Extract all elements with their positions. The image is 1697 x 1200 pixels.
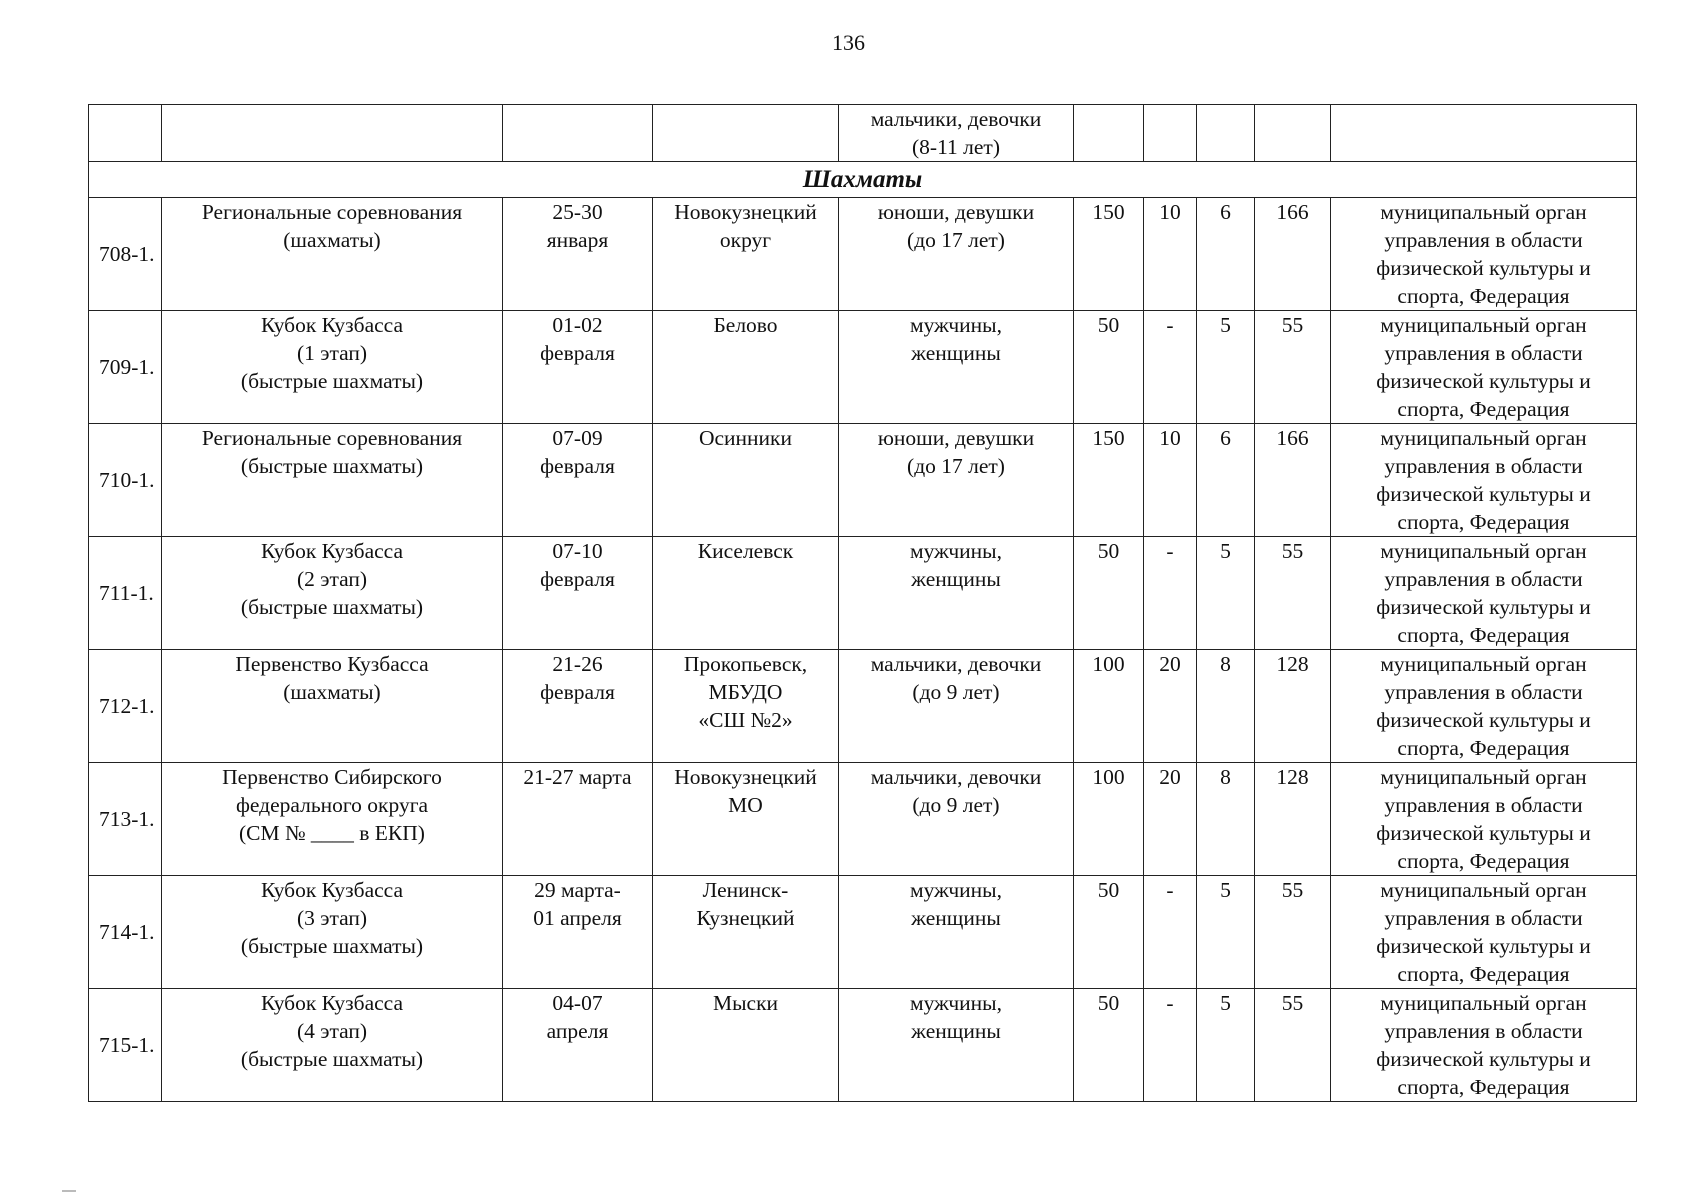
cell-participants: мужчины, женщины bbox=[839, 876, 1074, 989]
cell-trainers bbox=[1144, 105, 1197, 162]
table-row bbox=[89, 876, 1637, 989]
cell-dates: 29 марта- 01 апреля bbox=[503, 876, 653, 989]
cell-event: Кубок Кузбасса (2 этап) (быстрые шахматы) bbox=[162, 537, 503, 650]
cell-place: Прокопьевск, МБУДО «СШ №2» bbox=[653, 650, 839, 763]
cell-trainers: - bbox=[1144, 537, 1197, 650]
cell-place bbox=[653, 105, 839, 162]
cell-trainers: - bbox=[1144, 989, 1197, 1102]
cell-athletes: 150 bbox=[1074, 424, 1144, 537]
table-body bbox=[89, 105, 1637, 1102]
table-row bbox=[89, 537, 1637, 650]
cell-organizer: муниципальный орган управления в области физической культуры и спорта, Федерация bbox=[1331, 311, 1637, 424]
cell-athletes: 50 bbox=[1074, 876, 1144, 989]
cell-num: 711-1. bbox=[89, 537, 162, 650]
cell-judges: 6 bbox=[1197, 198, 1255, 311]
cell-total: 55 bbox=[1255, 876, 1331, 989]
table-row bbox=[89, 424, 1637, 537]
cell-place: Белово bbox=[653, 311, 839, 424]
cell-participants: мужчины, женщины bbox=[839, 537, 1074, 650]
cell-organizer: муниципальный орган управления в области физической культуры и спорта, Федерация bbox=[1331, 876, 1637, 989]
cell-num: 713-1. bbox=[89, 763, 162, 876]
section-row bbox=[89, 162, 1637, 198]
cell-event: Региональные соревнования (быстрые шахматы) bbox=[162, 424, 503, 537]
table-row bbox=[89, 763, 1637, 876]
cell-trainers: 20 bbox=[1144, 650, 1197, 763]
cell-athletes: 50 bbox=[1074, 311, 1144, 424]
cell-place: Осинники bbox=[653, 424, 839, 537]
table-row bbox=[89, 311, 1637, 424]
cell-judges: 8 bbox=[1197, 650, 1255, 763]
cell-trainers: 10 bbox=[1144, 424, 1197, 537]
page-number: 136 bbox=[832, 30, 865, 55]
cell-participants: мужчины, женщины bbox=[839, 311, 1074, 424]
cell-organizer: муниципальный орган управления в области физической культуры и спорта, Федерация bbox=[1331, 537, 1637, 650]
cell-trainers: - bbox=[1144, 876, 1197, 989]
cell-total: 55 bbox=[1255, 537, 1331, 650]
cell-event: Первенство Сибирского федерального округа (СМ № ____ в ЕКП) bbox=[162, 763, 503, 876]
cell-participants: юноши, девушки (до 17 лет) bbox=[839, 424, 1074, 537]
schedule-table bbox=[88, 104, 1637, 1102]
cell-dates: 01-02 февраля bbox=[503, 311, 653, 424]
cell-total: 166 bbox=[1255, 198, 1331, 311]
cell-judges bbox=[1197, 105, 1255, 162]
cell-place: Мыски bbox=[653, 989, 839, 1102]
table-row bbox=[89, 989, 1637, 1102]
cell-num: 709-1. bbox=[89, 311, 162, 424]
cell-organizer: муниципальный орган управления в области физической культуры и спорта, Федерация bbox=[1331, 989, 1637, 1102]
cell-num: 714-1. bbox=[89, 876, 162, 989]
table-row bbox=[89, 198, 1637, 311]
cell-dates: 21-26 февраля bbox=[503, 650, 653, 763]
cell-num: 712-1. bbox=[89, 650, 162, 763]
continuation-row bbox=[89, 105, 1637, 162]
cell-athletes: 100 bbox=[1074, 763, 1144, 876]
cell-event: Первенство Кузбасса (шахматы) bbox=[162, 650, 503, 763]
cell-total: 166 bbox=[1255, 424, 1331, 537]
cell-num bbox=[89, 105, 162, 162]
cell-athletes: 100 bbox=[1074, 650, 1144, 763]
cell-dates bbox=[503, 105, 653, 162]
cell-place: Киселевск bbox=[653, 537, 839, 650]
cell-total: 55 bbox=[1255, 989, 1331, 1102]
cell-trainers: 20 bbox=[1144, 763, 1197, 876]
cell-athletes bbox=[1074, 105, 1144, 162]
cell-judges: 6 bbox=[1197, 424, 1255, 537]
cell-organizer: муниципальный орган управления в области физической культуры и спорта, Федерация bbox=[1331, 424, 1637, 537]
cell-trainers: - bbox=[1144, 311, 1197, 424]
cell-organizer: муниципальный орган управления в области физической культуры и спорта, Федерация bbox=[1331, 198, 1637, 311]
cell-judges: 5 bbox=[1197, 989, 1255, 1102]
cell-event: Кубок Кузбасса (1 этап) (быстрые шахматы) bbox=[162, 311, 503, 424]
cell-judges: 5 bbox=[1197, 876, 1255, 989]
cell-event bbox=[162, 105, 503, 162]
cell-dates: 04-07 апреля bbox=[503, 989, 653, 1102]
cell-dates: 07-10 февраля bbox=[503, 537, 653, 650]
cell-dates: 07-09 февраля bbox=[503, 424, 653, 537]
cell-trainers: 10 bbox=[1144, 198, 1197, 311]
cell-judges: 5 bbox=[1197, 311, 1255, 424]
cell-athletes: 50 bbox=[1074, 989, 1144, 1102]
cell-participants: мальчики, девочки (до 9 лет) bbox=[839, 763, 1074, 876]
table-row bbox=[89, 650, 1637, 763]
cell-place: Новокузнецкий округ bbox=[653, 198, 839, 311]
cell-athletes: 50 bbox=[1074, 537, 1144, 650]
cell-organizer bbox=[1331, 105, 1637, 162]
cell-total: 128 bbox=[1255, 763, 1331, 876]
cell-num: 715-1. bbox=[89, 989, 162, 1102]
section-title: Шахматы bbox=[89, 162, 1637, 198]
cell-event: Кубок Кузбасса (4 этап) (быстрые шахматы) bbox=[162, 989, 503, 1102]
cell-num: 710-1. bbox=[89, 424, 162, 537]
cell-participants: мальчики, девочки (до 9 лет) bbox=[839, 650, 1074, 763]
cell-dates: 21-27 марта bbox=[503, 763, 653, 876]
cell-organizer: муниципальный орган управления в области физической культуры и спорта, Федерация bbox=[1331, 763, 1637, 876]
cell-num: 708-1. bbox=[89, 198, 162, 311]
cell-athletes: 150 bbox=[1074, 198, 1144, 311]
cell-judges: 8 bbox=[1197, 763, 1255, 876]
cell-organizer: муниципальный орган управления в области физической культуры и спорта, Федерация bbox=[1331, 650, 1637, 763]
cell-participants: мужчины, женщины bbox=[839, 989, 1074, 1102]
cell-participants: юноши, девушки (до 17 лет) bbox=[839, 198, 1074, 311]
cell-total bbox=[1255, 105, 1331, 162]
cell-place: Ленинск- Кузнецкий bbox=[653, 876, 839, 989]
cell-judges: 5 bbox=[1197, 537, 1255, 650]
cell-total: 55 bbox=[1255, 311, 1331, 424]
cell-participants: мальчики, девочки (8-11 лет) bbox=[839, 105, 1074, 162]
cell-total: 128 bbox=[1255, 650, 1331, 763]
scan-mark bbox=[62, 1190, 76, 1192]
cell-dates: 25-30 января bbox=[503, 198, 653, 311]
cell-event: Кубок Кузбасса (3 этап) (быстрые шахматы) bbox=[162, 876, 503, 989]
cell-place: Новокузнецкий МО bbox=[653, 763, 839, 876]
cell-event: Региональные соревнования (шахматы) bbox=[162, 198, 503, 311]
